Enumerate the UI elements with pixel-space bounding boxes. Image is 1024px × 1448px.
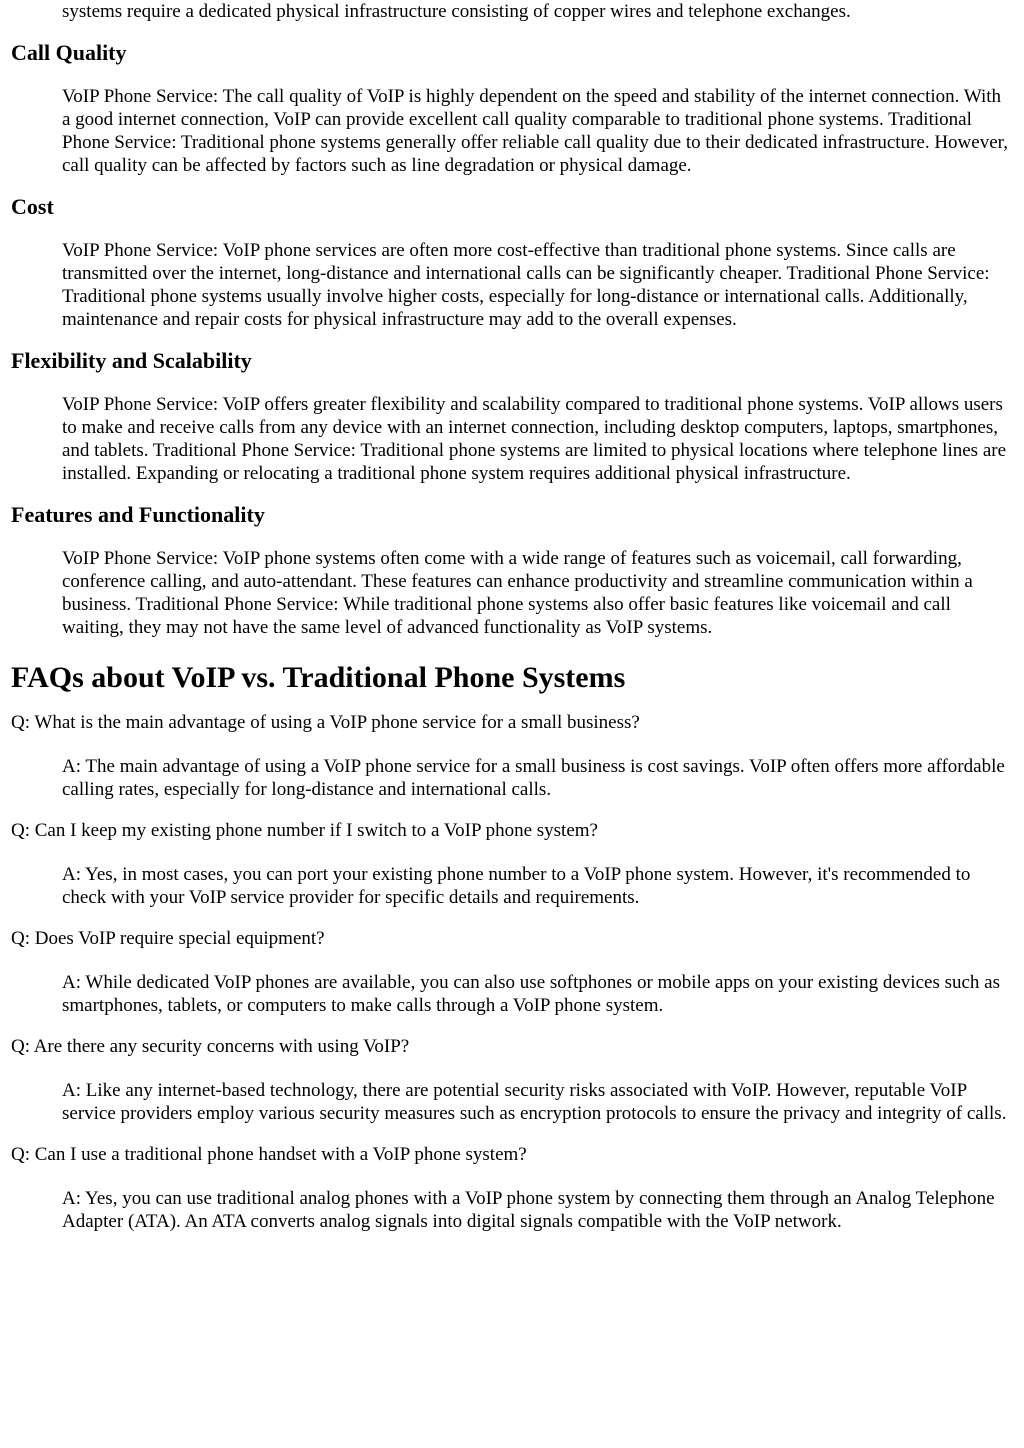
faq-question-1: Q: What is the main advantage of using a VoIP phone service for a small business? — [11, 712, 640, 733]
faq-answer-1: A: The main advantage of using a VoIP phone service for a small business is cost savings. VoIP often offers more affordable calling rates, especially for long-distance and international calls. — [62, 756, 1005, 800]
section-heading-features: Features and Functionality — [11, 502, 265, 527]
faq-question-3: Q: Does VoIP require special equipment? — [11, 928, 325, 949]
section-body-flexibility: VoIP Phone Service: VoIP offers greater flexibility and scalability compared to traditional phone systems. VoIP allows users to make and receive calls from any device with an internet connection, including desktop computers, laptops, smartphones, and tablets. Traditional Phone Service: Traditional phone systems are limited to physical locations where telephone lines are installed. Expanding or relocating a traditional phone system requires additional physical infrastructure. — [62, 394, 1007, 484]
section-heading-cost: Cost — [11, 194, 54, 219]
section-body-features: VoIP Phone Service: VoIP phone systems often come with a wide range of features such as voicemail, call forwarding, conference calling, and auto-attendant. These features can enhance productivity and streamline communication within a business. Traditional Phone Service: While traditional phone systems also offer basic features like voicemail and call waiting, they may not have the same level of advanced functionality as VoIP systems. — [62, 548, 973, 638]
faq-question-4: Q: Are there any security concerns with using VoIP? — [11, 1036, 410, 1057]
faq-question-2: Q: Can I keep my existing phone number if I switch to a VoIP phone system? — [11, 820, 598, 841]
section-heading-flexibility: Flexibility and Scalability — [11, 348, 252, 373]
faq-answer-3: A: While dedicated VoIP phones are available, you can also use softphones or mobile apps on your existing devices such as smartphones, tablets, or computers to make calls through a VoIP phone system. — [62, 972, 1000, 1016]
faq-answer-4: A: Like any internet-based technology, there are potential security risks associated with VoIP. However, reputable VoIP service providers employ various security measures such as encryption protocols to ensure the privacy and integrity of calls. — [62, 1080, 1007, 1124]
faq-question-5: Q: Can I use a traditional phone handset with a VoIP phone system? — [11, 1144, 527, 1165]
section-body-call-quality: VoIP Phone Service: The call quality of VoIP is highly dependent on the speed and stability of the internet connection. With a good internet connection, VoIP can provide excellent call quality comparable to traditional phone systems. Traditional Phone Service: Traditional phone systems generally offer reliable call quality due to their dedicated infrastructure. However, call quality can be affected by factors such as line degradation or physical damage. — [62, 86, 1008, 176]
section-heading-call-quality: Call Quality — [11, 40, 127, 65]
faq-answer-2: A: Yes, in most cases, you can port your existing phone number to a VoIP phone system. However, it's recommended to check with your VoIP service provider for specific details and requirements. — [62, 864, 971, 908]
intro-paragraph-tail: systems require a dedicated physical infrastructure consisting of copper wires and telephone exchanges. — [62, 1, 851, 22]
faq-answer-5: A: Yes, you can use traditional analog phones with a VoIP phone system by connecting them through an Analog Telephone Adapter (ATA). An ATA converts analog signals into digital signals compatible with the VoIP network. — [62, 1188, 995, 1232]
document-page — [11, 0, 1011, 1233]
faq-heading: FAQs about VoIP vs. Traditional Phone Systems — [11, 661, 626, 694]
section-body-cost: VoIP Phone Service: VoIP phone services are often more cost-effective than traditional phone systems. Since calls are transmitted over the internet, long-distance and international calls can be significantly cheaper. Traditional Phone Service: Traditional phone systems usually involve higher costs, especially for long-distance or international calls. Additionally, maintenance and repair costs for physical infrastructure may add to the overall expenses. — [62, 240, 990, 330]
